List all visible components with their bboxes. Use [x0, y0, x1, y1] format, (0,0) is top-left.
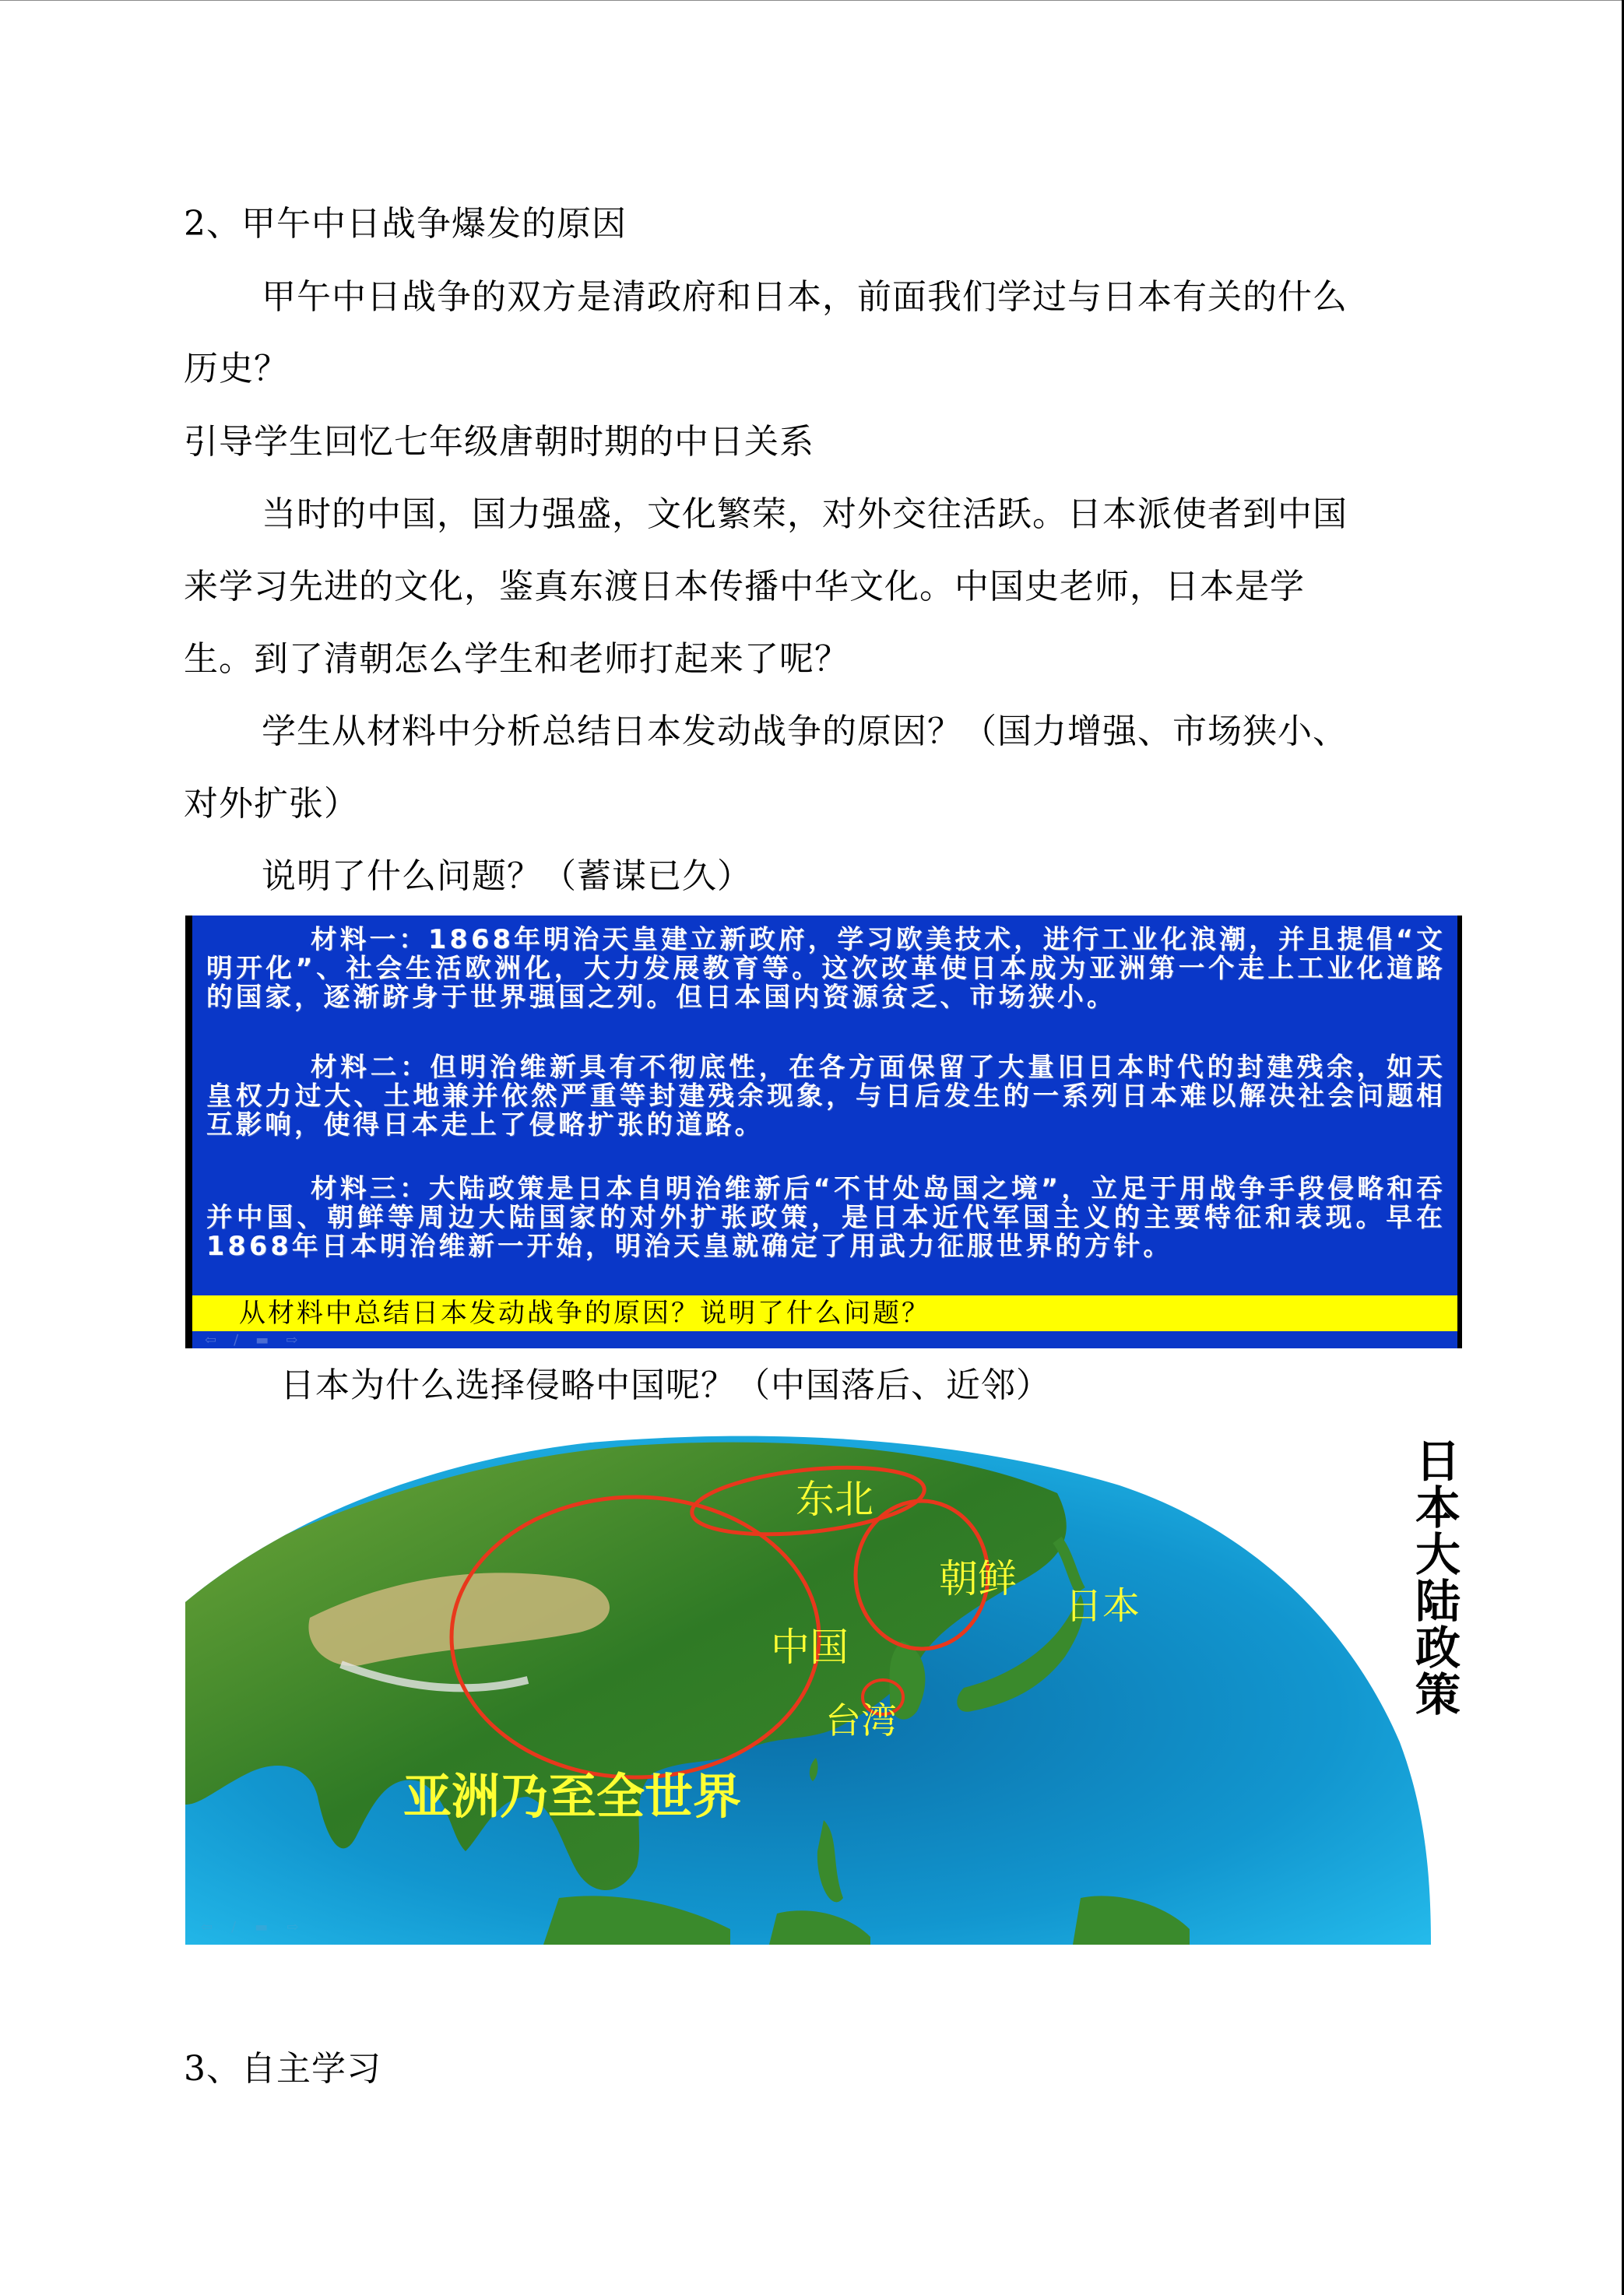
material-1-text: 材料一：1868年明治天皇建立新政府，学习欧美技术，进行工业化浪潮，并且提倡“文明开化”、社会生活欧洲化，大力发展教育等。这次改革使日本成为亚洲第一个走上工业化道路的国家，逐渐跻身于世界强国之列。但日本国内资源贫乏、市场狭小。 [206, 924, 1446, 1012]
paragraph-1-line-1: 甲午中日战争的双方是清政府和日本，前面我们学过与日本有关的什么 [262, 277, 1348, 317]
slide-question-bar: 从材料中总结日本发动战争的原因？说明了什么问题？ [192, 1295, 1457, 1331]
paragraph-5: 日本为什么选择侵略中国呢？（中国落后、近邻） [280, 1365, 1051, 1405]
page-top-border [0, 0, 1624, 1]
label-taiwan: 台湾 [825, 1699, 897, 1741]
menu-icon: ▬ [255, 1919, 269, 1935]
pen-icon: ∕ [234, 1332, 239, 1348]
paragraph-1-line-2: 历史？ [184, 349, 289, 388]
menu-icon: ▬ [255, 1332, 269, 1348]
section-3-heading: 3、自主学习 [184, 2049, 381, 2089]
map-title-vertical: 日本大陆政策 [1408, 1437, 1461, 1717]
materials-slide-image [185, 916, 1462, 1348]
arrow-right-icon: ⇨ [286, 1332, 298, 1348]
label-japan: 日本 [1065, 1584, 1141, 1628]
slide-nav-controls [205, 1334, 297, 1347]
label-korea: 朝鲜 [939, 1556, 1017, 1601]
arrow-left-icon: ⇦ [205, 1332, 217, 1348]
paragraph-4: 说明了什么问题？（蓄谋已久） [262, 856, 752, 896]
pen-icon: ∕ [231, 1919, 237, 1935]
arrow-right-icon: ⇨ [286, 1919, 299, 1935]
material-2-text: 材料二：但明治维新具有不彻底性，在各方面保留了大量旧日本时代的封建残余，如天皇权力过大、土地兼并依然严重等封建残余现象，与日后发生的一系列日本难以解决社会问题相互影响，使得日本走上了侵略扩张的道路。 [206, 1052, 1446, 1140]
continental-policy-map-image [185, 1431, 1509, 1945]
section-2-heading: 2、甲午中日战争爆发的原因 [184, 204, 627, 244]
guide-line: 引导学生回忆七年级唐朝时期的中日关系 [184, 422, 814, 462]
paragraph-3-line-2: 对外扩张） [184, 784, 359, 824]
paragraph-2-line-1: 当时的中国，国力强盛，文化繁荣，对外交往活跃。日本派使者到中国 [262, 494, 1348, 534]
label-china: 中国 [771, 1625, 849, 1670]
label-asia-world: 亚洲乃至全世界 [403, 1768, 742, 1825]
paragraph-2-line-3: 生。到了清朝怎么学生和老师打起来了呢？ [184, 639, 849, 679]
paragraph-2-line-2: 来学习先进的文化，鉴真东渡日本传播中华文化。中国史老师，日本是学 [184, 567, 1305, 606]
map-slide-nav-controls [201, 1921, 298, 1934]
material-3-text: 材料三：大陆政策是日本自明治维新后“不甘处岛国之境”，立足于用战争手段侵略和吞并中国、朝鲜等周边大陆国家的对外扩张政策，是日本近代军国主义的主要特征和表现。早在1868年日本明治维新一开始，明治天皇就确定了用武力征服世界的方针。 [206, 1173, 1446, 1261]
label-northeast: 东北 [796, 1477, 874, 1522]
paragraph-3-line-1: 学生从材料中分析总结日本发动战争的原因？（国力增强、市场狭小、 [262, 712, 1348, 751]
arrow-left-icon: ⇦ [201, 1919, 213, 1935]
